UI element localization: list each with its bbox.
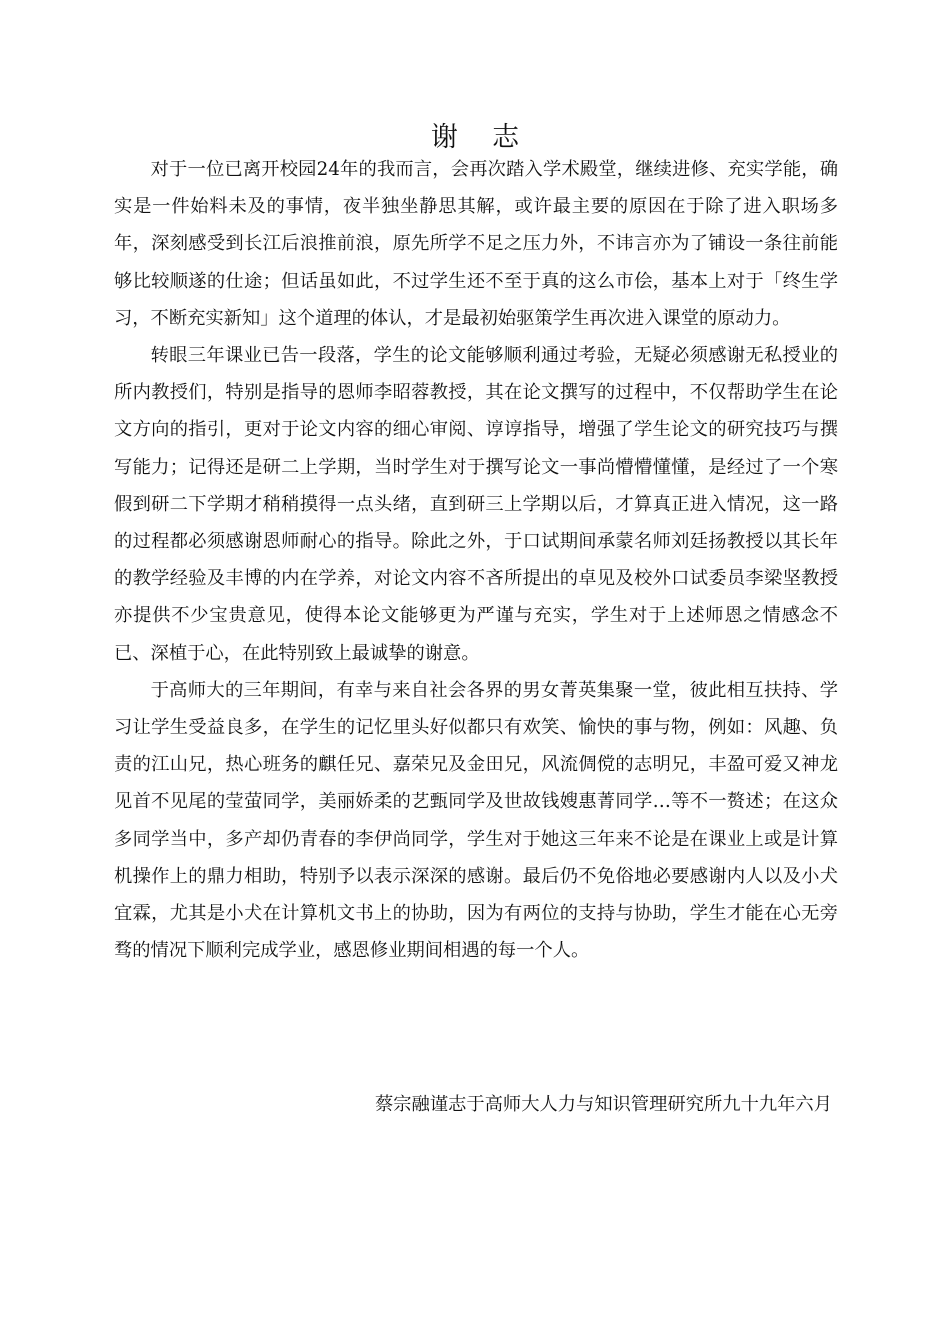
- page-title: 谢 志: [430, 122, 520, 153]
- paragraph-1: 对于一位已离开校园24年的我而言，会再次踏入学术殿堂，继续进修、充实学能，确实是一件始料未及的事情，夜半独坐静思其解，或许最主要的原因在于除了进入职场多年，深刻感受到长江后浪推前浪，原先所学不足之压力外，不讳言亦为了铺设一条往前能够比较顺遂的仕途；但话虽如此，不过学生还不至于真的这么市侩，基本上对于「终生学习，不断充实新知」这个道理的体认，才是最初始驱策学生再次进入课堂的原动力。: [114, 159, 838, 329]
- paragraph-3: 于高师大的三年期间，有幸与来自社会各界的男女菁英集聚一堂，彼此相互扶持、学习让学生受益良多，在学生的记忆里头好似都只有欢笑、愉快的事与物，例如：风趣、负责的江山兄，热心班务的麒任兄、嘉荣兄及金田兄，风流倜傥的志明兄，丰盈可爱又神龙见首不见尾的莹萤同学，美丽娇柔的艺甄同学及世故钱嫂惠菁同学…等不一赘述；在这众多同学当中，多产却仍青春的李伊尚同学，学生对于她这三年来不论是在课业上或是计算机操作上的鼎力相助，特别予以表示深深的感谢。最后仍不免俗地必要感谢内人以及小犬宜霖，尤其是小犬在计算机文书上的协助，因为有两位的支持与协助，学生才能在心无旁骛的情况下顺利完成学业，感恩修业期间相遇的每一个人。: [114, 679, 838, 962]
- signature-line: 蔡宗融谨志于高师大人力与知识管理研究所九十九年六月: [374, 1094, 832, 1115]
- paragraph-2: 转眼三年课业已告一段落，学生的论文能够顺利通过考验，无疑必须感谢无私授业的所内教授们，特别是指导的恩师李昭蓉教授，其在论文撰写的过程中，不仅帮助学生在论文方向的指引，更对于论文内容的细心审阅、谆谆指导，增强了学生论文的研究技巧与撰写能力；记得还是研二上学期，当时学生对于撰写论文一事尚懵懵懂懂，是经过了一个寒假到研二下学期才稍稍摸得一点头绪，直到研三上学期以后，才算真正进入情况，这一路的过程都必须感谢恩师耐心的指导。除此之外，于口试期间承蒙名师刘廷扬教授以其长年的教学经验及丰博的内在学养，对论文内容不吝所提出的卓见及校外口试委员李梁坚教授亦提供不少宝贵意见，使得本论文能够更为严谨与充实，学生对于上述师恩之情感念不已、深植于心，在此特别致上最诚挚的谢意。: [114, 345, 838, 664]
- acknowledgement-body: [114, 151, 838, 969]
